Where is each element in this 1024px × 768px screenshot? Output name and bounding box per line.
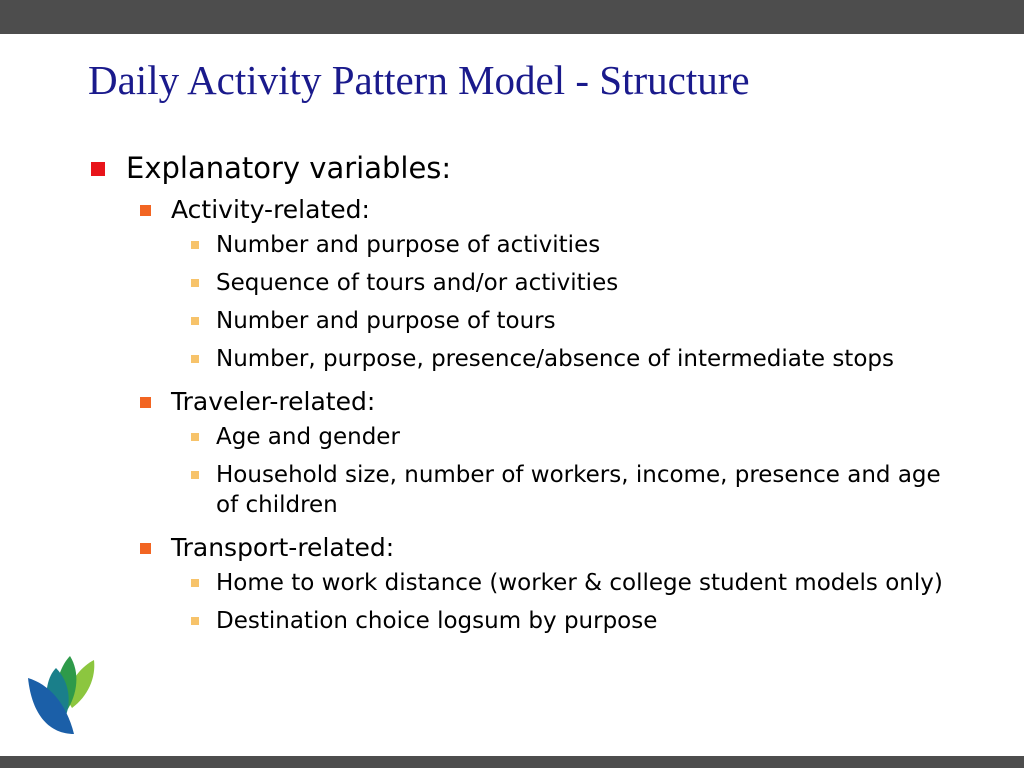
detail-text: Number, purpose, presence/absence of intermediate stops: [216, 346, 894, 372]
detail-item: [0, 268, 1024, 298]
sub-bullet-activity-related: [0, 190, 1024, 374]
square-bullet-icon: [140, 397, 151, 408]
detail-list: [171, 230, 1024, 374]
leaf-logo-icon: [26, 654, 98, 738]
detail-text: Age and gender: [216, 424, 400, 450]
square-bullet-icon: [91, 162, 105, 176]
sub-bullet-traveler-related: [0, 382, 1024, 520]
detail-list: [171, 568, 1024, 636]
square-bullet-icon: [191, 355, 199, 363]
square-bullet-icon: [140, 543, 151, 554]
square-bullet-icon: [191, 241, 199, 249]
detail-item: [0, 344, 1024, 374]
sub-bullet-text: Activity-related:: [171, 195, 370, 224]
bullet-item-explanatory-variables: [0, 146, 1024, 636]
sub-bullet-transport-related: [0, 528, 1024, 636]
detail-item: [0, 606, 1024, 636]
sub-bullet-list: [126, 190, 1024, 636]
slide-content: [0, 146, 1024, 644]
square-bullet-icon: [191, 433, 199, 441]
detail-item: [0, 306, 1024, 336]
square-bullet-icon: [191, 579, 199, 587]
bullet-list: [0, 146, 1024, 636]
detail-text: Sequence of tours and/or activities: [216, 270, 619, 296]
detail-text: Number and purpose of activities: [216, 232, 601, 258]
sub-bullet-text: Transport-related:: [171, 533, 395, 562]
square-bullet-icon: [140, 205, 151, 216]
detail-item: [0, 230, 1024, 260]
slide-title: Daily Activity Pattern Model - Structure: [88, 57, 750, 103]
top-bar: [0, 0, 1024, 34]
detail-item: [0, 422, 1024, 452]
detail-item: [0, 460, 1024, 520]
detail-text: Home to work distance (worker & college student models only): [216, 570, 943, 596]
detail-item: [0, 568, 1024, 598]
sub-bullet-text: Traveler-related:: [171, 387, 376, 416]
detail-text: Destination choice logsum by purpose: [216, 608, 658, 634]
bullet-text: Explanatory variables:: [126, 151, 452, 185]
bottom-bar: [0, 756, 1024, 768]
square-bullet-icon: [191, 317, 199, 325]
square-bullet-icon: [191, 617, 199, 625]
square-bullet-icon: [191, 471, 199, 479]
detail-text: Number and purpose of tours: [216, 308, 556, 334]
detail-list: [171, 422, 1024, 520]
square-bullet-icon: [191, 279, 199, 287]
detail-text: Household size, number of workers, income, presence and age of children: [216, 462, 941, 518]
